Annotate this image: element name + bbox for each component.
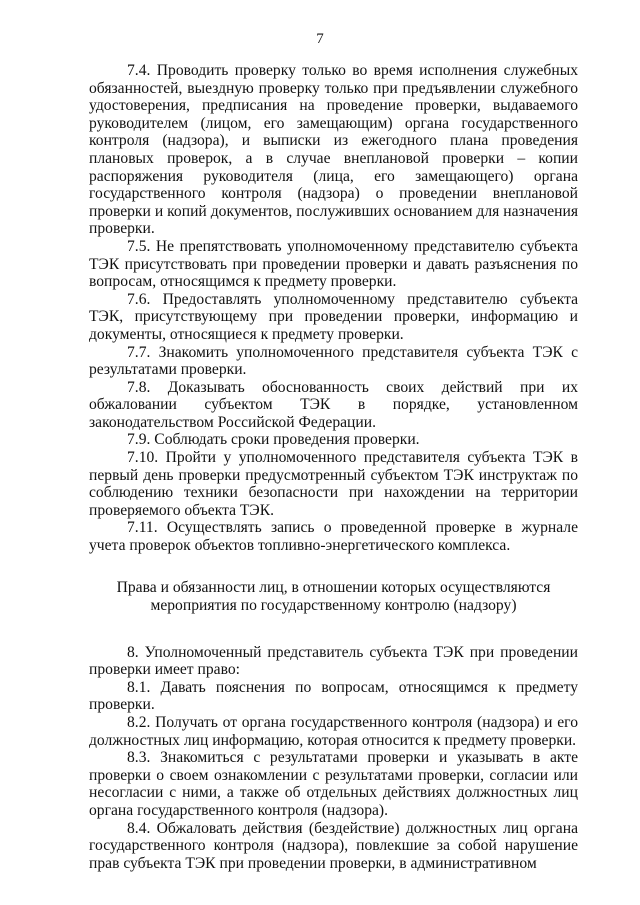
paragraph-7-10: 7.10. Пройти у уполномоченного представителя субъекта ТЭК в первый день проверки предусмотренный субъектом ТЭК инструктаж по соблюдению техники безопасности при нахождении на территории проверяемого объекта ТЭК. [89,449,578,519]
paragraph-7-5: 7.5. Не препятствовать уполномоченному представителю субъекта ТЭК присутствовать при проведении проверки и давать разъяснения по вопросам, относящимся к предмету проверки. [89,237,578,291]
paragraph-7-11: 7.11. Осуществлять запись о проведенной проверке в журнале учета проверок объектов топливно-энергетического комплекса. [89,519,578,555]
section-heading [89,579,578,615]
paragraph-8-4: 8.4. Обжаловать действия (бездействие) должностных лиц органа государственного контроля (надзора), повлекшие за собой нарушение прав субъекта ТЭК при проведении проверки, в административном [89,819,578,872]
paragraph-7-4: 7.4. Проводить проверку только во время исполнения служебных обязанностей, выездную проверку только при предъявлении служебного удостоверения, предписания на проведение проверки, выдаваемого руководителем (лицом, его замещающим) органа государственного контроля (надзора), и выписки из ежегодного плана проведения плановых проверок, а в случае внеплановой проверки – копии распоряжения руководителя (лица, его замещающего) органа государственного контроля (надзора) о проведении внеплановой проверки и копий документов, послуживших основанием для назначения проверки. [89,62,578,238]
paragraph-7-8: 7.8. Доказывать обоснованность своих действий при их обжаловании субъектом ТЭК в порядке, установленном законодательством Российской Федерации. [89,378,578,431]
section-heading-line-2: мероприятия по государственному контролю (надзору) [150,596,517,614]
paragraph-8-1: 8.1. Давать пояснения по вопросам, относящимся к предмету проверки. [89,678,578,714]
section-heading-line-1: Права и обязанности лиц, в отношении которых осуществляются [116,578,551,596]
paragraph-7-6: 7.6. Предоставлять уполномоченному представителю субъекта ТЭК, присутствующему при проведении проверки, информацию и документы, относящиеся к предмету проверки. [89,290,578,343]
paragraph-7-9: 7.9. Соблюдать сроки проведения проверки. [127,431,420,449]
paragraph-8-2: 8.2. Получать от органа государственного контроля (надзора) и его должностных лиц информацию, которая относится к предмету проверки. [89,714,578,749]
document-body [89,62,578,872]
page-number: 7 [316,31,324,47]
paragraph-7-7: 7.7. Знакомить уполномоченного представителя субъекта ТЭК с результатами проверки. [89,343,578,379]
paragraph-8-3: 8.3. Знакомиться с результатами проверки и указывать в акте проверки о своем ознакомлении с результатами проверки, согласии или несогласии с ними, а также об отдельных действиях должностных лиц органа государственного контроля (надзора). [89,749,578,819]
paragraph-8: 8. Уполномоченный представитель субъекта ТЭК при проведении проверки имеет право: [89,643,578,679]
